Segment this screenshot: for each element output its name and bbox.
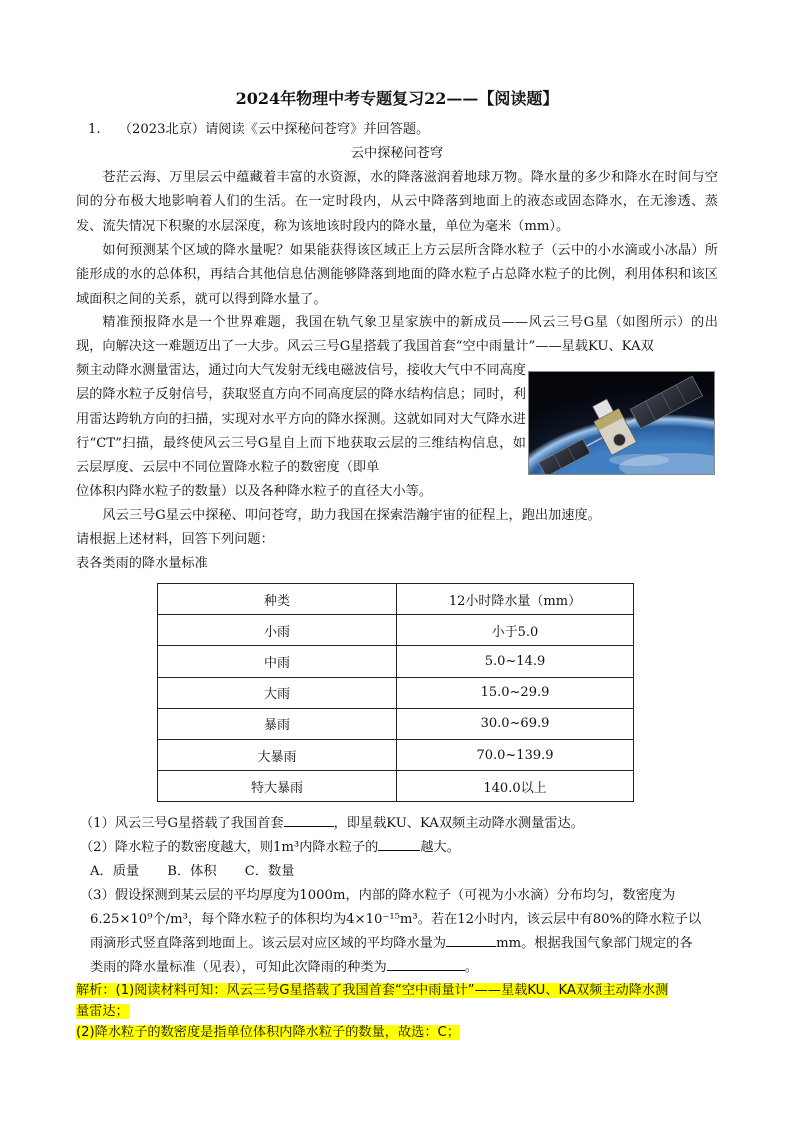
table-row (158, 615, 634, 646)
article-paragraph-3b: 频主动降水测量雷达，通过向大气发射无线电磁波信号，接收大气中不同高度层的降水粒子反射信号，获取竖直方向不同高度层的降水结构信息；同时，利用雷达跨轨方向的扫描，实现对水平方向的降水探测。这就如同对大气降水进行“CT”扫描，最终使风云三号G星自上而下地获取云层的三维结构信息，如云层厚度、云层中不同位置降水粒子的数密度（即单 (76, 363, 526, 476)
article-paragraph-1: 苍茫云海、万里层云中蕴藏着丰富的水资源，水的降落滋润着地球万物。降水量的多少和降水在时间与空间的分布极大地影响着人们的生活。在一定时段内，从云中降落到地面上的液态或固态降水，在无渗透、蒸发、流失情况下积聚的水层深度，称为该地该时段内的降水量，单位为毫米（mm）。 (76, 170, 718, 234)
option-c[interactable]: C．数量 (244, 864, 295, 879)
table-cell: 中雨 (158, 646, 397, 677)
answer-line-2: 量雷达； (76, 1004, 129, 1019)
table-row (158, 739, 634, 770)
sub-question-1 (80, 812, 584, 836)
prompt-text: 请根据上述材料，回答下列问题： (76, 532, 274, 547)
article-title: 云中探秘问苍穹 (350, 146, 444, 161)
rainfall-standard-table (157, 583, 634, 802)
question-intro-text: （2023北京）请阅读《云中探秘问苍穹》并回答题。 (118, 122, 430, 137)
answer-line-1: 解析：(1)阅读材料可知：风云三号G星搭载了我国首套“空中雨量计”——星载KU、KA双频主动降水测 (76, 983, 669, 998)
sub-question-3-line-3 (90, 932, 693, 956)
table-cell: 5.0~14.9 (397, 646, 634, 677)
table-header-row (158, 584, 634, 615)
sub-question-2-text-b: 越大。 (420, 840, 460, 855)
sub-question-3-text-c: 类雨的降水量标准（见表），可知此次降雨的种类为 (90, 960, 387, 975)
table-row (158, 677, 634, 708)
sub-question-2-text-a: （2）降水粒子的数密度越大，则1m³内降水粒子的 (80, 840, 379, 855)
table-cell: 小雨 (158, 615, 397, 646)
answer-blank[interactable] (387, 956, 465, 971)
table-row (158, 708, 634, 739)
table-row (158, 646, 634, 677)
article-paragraph-3c: 位体积内降水粒子的数量）以及各种降水粒子的直径大小等。 (76, 484, 433, 499)
option-a[interactable]: A．质量 (90, 864, 140, 879)
table-cell: 140.0以上 (397, 771, 634, 802)
sub-question-3-line-4 (90, 956, 478, 980)
sub-question-3-text-a: 雨滴形式竖直降落到地面上。该云层对应区域的平均降水量为 (90, 936, 447, 951)
table-cell: 大雨 (158, 677, 397, 708)
answer-line-3: (2)降水粒子的数密度是指单位体积内降水粒子的数量，故选：C； (76, 1025, 460, 1040)
sub-question-3-line-2: 6.25×10⁹个/m³，每个降水粒子的体积均为4×10⁻¹⁵m³。若在12小时内，该云层中有80%的降水粒子以 (90, 912, 702, 927)
satellite-image (528, 371, 715, 475)
table-header-cell: 12小时降水量（mm） (397, 584, 634, 615)
page-title: 2024年物理中考专题复习22——【阅读题】 (235, 89, 559, 108)
article-paragraph-2: 如何预测某个区域的降水量呢？如果能获得该区域正上方云层所含降水粒子（云中的小水滴或小冰晶）所能形成的水的总体积，再结合其他信息估测能够降落到地面的降水粒子占总降水粒子的比例，利用体积和该区域面积之间的关系，就可以得到降水量了。 (76, 243, 718, 307)
table-row (158, 771, 634, 802)
table-header-cell: 种类 (158, 584, 397, 615)
sub-question-3-text-b: mm。根据我国气象部门规定的各 (496, 936, 693, 951)
sub-question-2-options (90, 860, 294, 884)
sub-question-3-line-1: （3）假设探测到某云层的平均厚度为1000m，内部的降水粒子（可视为小水滴）分布均匀，数密度为 (80, 888, 676, 903)
table-cell: 大暴雨 (158, 739, 397, 770)
answer-analysis (76, 980, 722, 1043)
sub-question-1-text-b: ，即星载KU、KA双频主动降水测量雷达。 (333, 816, 584, 831)
article-paragraph-4: 风云三号G星云中探秘、叩问苍穹，助力我国在探索浩瀚宇宙的征程上，跑出加速度。 (102, 508, 601, 523)
question-intro (88, 118, 730, 142)
table-cell: 30.0~69.9 (397, 708, 634, 739)
answer-blank[interactable] (284, 812, 334, 827)
article-paragraph-3a: 精准预报降水是一个世界难题，我国在轨气象卫星家族中的新成员——风云三号G星（如图所示）的出现，向解决这一难题迈出了一大步。风云三号G星搭载了我国首套“空中雨量计”——星载KU、KA双 (76, 315, 718, 355)
table-cell: 特大暴雨 (158, 771, 397, 802)
table-cell: 小于5.0 (397, 615, 634, 646)
sub-question-3-text-d: 。 (464, 960, 478, 975)
sub-question-1-text-a: （1）风云三号G星搭载了我国首套 (80, 816, 284, 831)
table-cell: 15.0~29.9 (397, 677, 634, 708)
question-number: 1. (88, 122, 101, 137)
answer-blank[interactable] (446, 932, 496, 947)
option-b[interactable]: B．体积 (167, 864, 217, 879)
table-caption: 表各类雨的降水量标准 (76, 556, 208, 571)
table-cell: 70.0~139.9 (397, 739, 634, 770)
answer-blank[interactable] (378, 836, 420, 851)
sub-question-2 (80, 836, 460, 860)
table-cell: 暴雨 (158, 708, 397, 739)
